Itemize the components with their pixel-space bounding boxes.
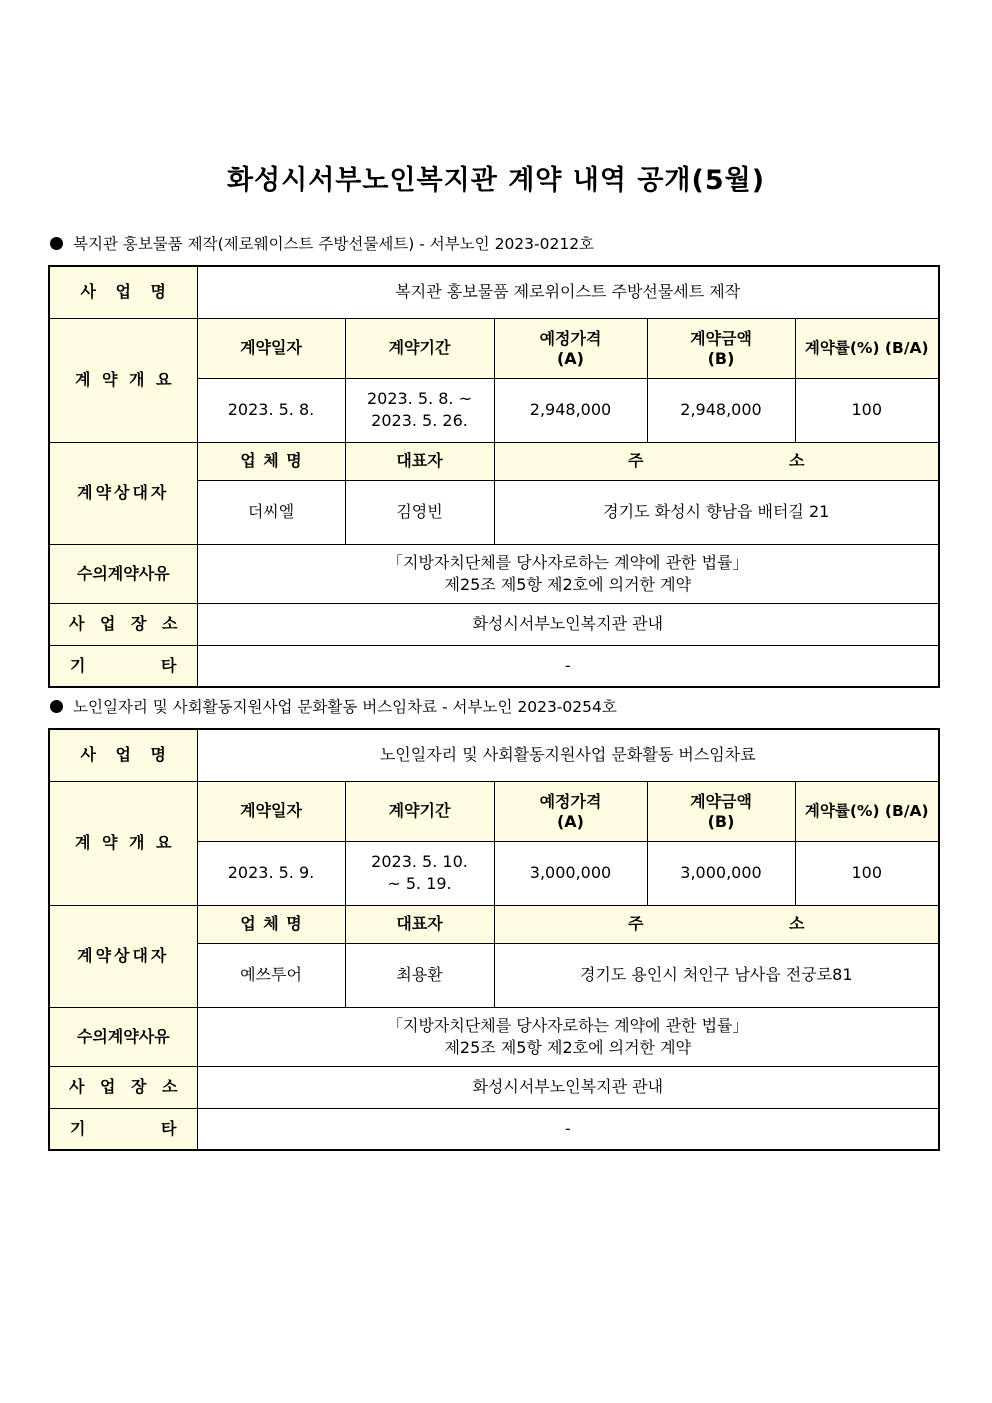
col-rate: 계약률(%) (B/A) xyxy=(795,781,939,841)
reason-value xyxy=(197,1007,939,1066)
label-etc: 기 타 xyxy=(49,1108,197,1150)
bullet-icon xyxy=(50,700,63,713)
reason-line1: 「지방자치단체를 당사자로하는 계약에 관한 법률」 xyxy=(387,1015,749,1035)
col-estimated-price xyxy=(494,781,647,841)
col-contract-amount xyxy=(647,318,795,378)
label-overview: 계 약 개 요 xyxy=(49,781,197,905)
period-line2: ~ 5. 19. xyxy=(387,874,452,893)
row-overview-header xyxy=(49,781,939,841)
row-site xyxy=(49,603,939,645)
col-period: 계약기간 xyxy=(345,318,494,378)
project-name-value: 복지관 홍보물품 제로위이스트 주방선물세트 제작 xyxy=(197,266,939,318)
company-value: 예쓰투어 xyxy=(197,943,345,1007)
etc-value: - xyxy=(197,1108,939,1150)
reason-line2: 제25조 제5항 제2호에 의거한 계약 xyxy=(444,1037,692,1057)
row-reason xyxy=(49,544,939,603)
col-contract-amount-label: 계약금액 xyxy=(690,329,752,348)
col-rate: 계약률(%) (B/A) xyxy=(795,318,939,378)
col-address: 주 소 xyxy=(494,905,939,943)
period-value xyxy=(345,378,494,442)
col-estimated-price-label: 예정가격 xyxy=(539,329,602,348)
section-heading-text: 복지관 홍보물품 제작(제로웨이스트 주방선물세트) - 서부노인 2023-0212호 xyxy=(73,235,595,253)
representative-value: 김영빈 xyxy=(345,480,494,544)
col-contract-date: 계약일자 xyxy=(197,318,345,378)
row-counterparty-header xyxy=(49,442,939,480)
contract-date-value: 2023. 5. 9. xyxy=(197,841,345,905)
contract-amount-value: 3,000,000 xyxy=(647,841,795,905)
col-representative: 대표자 xyxy=(345,905,494,943)
reason-line1: 「지방자치단체를 당사자로하는 계약에 관한 법률」 xyxy=(387,552,749,572)
col-contract-date: 계약일자 xyxy=(197,781,345,841)
project-name-value: 노인일자리 및 사회활동지원사업 문화활동 버스임차료 xyxy=(197,729,939,781)
estimated-price-value: 3,000,000 xyxy=(494,841,647,905)
label-site: 사 업 장 소 xyxy=(49,1066,197,1108)
period-value xyxy=(345,841,494,905)
col-estimated-price xyxy=(494,318,647,378)
rate-value: 100 xyxy=(795,841,939,905)
col-contract-amount-sub: (B) xyxy=(707,812,735,831)
period-line2: 2023. 5. 26. xyxy=(371,411,468,430)
row-overview-header xyxy=(49,318,939,378)
label-site: 사 업 장 소 xyxy=(49,603,197,645)
col-contract-amount xyxy=(647,781,795,841)
col-company: 업 체 명 xyxy=(197,905,345,943)
label-reason: 수의계약사유 xyxy=(49,1007,197,1066)
col-company: 업 체 명 xyxy=(197,442,345,480)
contract-table-1 xyxy=(48,265,940,688)
estimated-price-value: 2,948,000 xyxy=(494,378,647,442)
contract-amount-value: 2,948,000 xyxy=(647,378,795,442)
col-period: 계약기간 xyxy=(345,781,494,841)
contract-table-2 xyxy=(48,728,940,1151)
col-contract-amount-label: 계약금액 xyxy=(690,792,752,811)
label-counterparty: 계약상대자 xyxy=(49,442,197,544)
etc-value: - xyxy=(197,645,939,687)
col-estimated-price-sub: (A) xyxy=(556,349,584,368)
label-overview: 계 약 개 요 xyxy=(49,318,197,442)
reason-value xyxy=(197,544,939,603)
section-heading-text: 노인일자리 및 사회활동지원사업 문화활동 버스임차료 - 서부노인 2023-0254호 xyxy=(73,698,617,716)
row-etc xyxy=(49,645,939,687)
period-line1: 2023. 5. 8. ~ xyxy=(367,389,472,408)
label-project-name: 사 업 명 xyxy=(49,266,197,318)
label-project-name: 사 업 명 xyxy=(49,729,197,781)
company-value: 더씨엘 xyxy=(197,480,345,544)
bullet-icon xyxy=(50,237,63,250)
page-title: 화성시서부노인복지관 계약 내역 공개(5월) xyxy=(226,165,766,196)
site-value: 화성시서부노인복지관 관내 xyxy=(197,603,939,645)
label-etc: 기 타 xyxy=(49,645,197,687)
label-reason: 수의계약사유 xyxy=(49,544,197,603)
row-site xyxy=(49,1066,939,1108)
col-estimated-price-label: 예정가격 xyxy=(539,792,602,811)
row-etc xyxy=(49,1108,939,1150)
site-value: 화성시서부노인복지관 관내 xyxy=(197,1066,939,1108)
col-address: 주 소 xyxy=(494,442,939,480)
label-counterparty: 계약상대자 xyxy=(49,905,197,1007)
address-value: 경기도 화성시 향남읍 배터길 21 xyxy=(494,480,939,544)
row-project-name xyxy=(49,729,939,781)
section-heading-2 xyxy=(50,697,617,717)
col-estimated-price-sub: (A) xyxy=(556,812,584,831)
col-contract-amount-sub: (B) xyxy=(707,349,735,368)
row-reason xyxy=(49,1007,939,1066)
period-line1: 2023. 5. 10. xyxy=(371,852,468,871)
col-representative: 대표자 xyxy=(345,442,494,480)
rate-value: 100 xyxy=(795,378,939,442)
contract-date-value: 2023. 5. 8. xyxy=(197,378,345,442)
representative-value: 최용환 xyxy=(345,943,494,1007)
address-value: 경기도 용인시 처인구 남사읍 전궁로81 xyxy=(494,943,939,1007)
row-project-name xyxy=(49,266,939,318)
reason-line2: 제25조 제5항 제2호에 의거한 계약 xyxy=(444,574,692,594)
row-counterparty-header xyxy=(49,905,939,943)
section-heading-1 xyxy=(50,234,594,254)
